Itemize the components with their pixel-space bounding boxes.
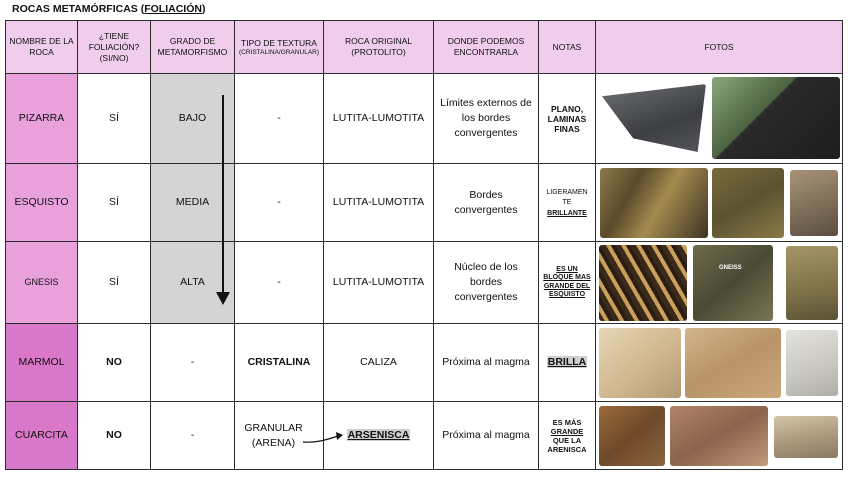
marble-photo-2 xyxy=(685,328,781,398)
row-grado: ALTA xyxy=(151,242,235,324)
quartzite-photo-2 xyxy=(670,406,768,466)
row-nota: ES MÁS GRANDE QUE LA ARENISCA xyxy=(539,402,596,470)
schist-photo-2 xyxy=(712,168,784,238)
row-textura: - xyxy=(235,242,324,324)
header-textura: TIPO DE TEXTURA (CRISTALINA/GRANULAR) xyxy=(235,21,324,74)
row-foliacion: SÍ xyxy=(78,74,151,164)
marble-photo-1 xyxy=(599,328,681,398)
table-row xyxy=(6,324,843,402)
gneiss-photo-1 xyxy=(599,245,687,321)
row-textura: - xyxy=(235,164,324,242)
row-roca: CALIZA xyxy=(324,324,434,402)
row-textura: - xyxy=(235,74,324,164)
row-nombre: ESQUISTO xyxy=(6,164,78,242)
row-photos xyxy=(596,74,843,164)
gneiss-photo-label: GNEISS xyxy=(719,265,742,271)
row-nombre: CUARCITA xyxy=(6,402,78,470)
row-foliacion: NO xyxy=(78,324,151,402)
schist-photo-1 xyxy=(600,168,708,238)
slate-photo-2 xyxy=(712,77,840,159)
row-foliacion: SÍ xyxy=(78,242,151,324)
row-nota: PLANO, LAMINAS FINAS xyxy=(539,74,596,164)
row-nombre: PIZARRA xyxy=(6,74,78,164)
slate-photo-1 xyxy=(602,84,706,152)
row-textura: CRISTALINA xyxy=(235,324,324,402)
row-foliacion: SÍ xyxy=(78,164,151,242)
header-notas: NOTAS xyxy=(539,21,596,74)
quartzite-photo-1 xyxy=(599,406,665,466)
header-roca: ROCA ORIGINAL (PROTOLITO) xyxy=(324,21,434,74)
header-grado: GRADO DE METAMORFISMO xyxy=(151,21,235,74)
row-donde: Próxima al magma xyxy=(434,324,539,402)
row-nota: ES UN BLOQUE MAS GRANDE DEL ESQUISTO xyxy=(539,242,596,324)
table-row xyxy=(6,164,843,242)
row-nombre: GNESIS xyxy=(6,242,78,324)
row-photos xyxy=(596,164,843,242)
marble-photo-3 xyxy=(786,330,838,396)
quartzite-photo-3 xyxy=(774,416,838,458)
schist-photo-3 xyxy=(790,170,838,236)
header-nombre: NOMBRE DE LA ROCA xyxy=(6,21,78,74)
row-grado: - xyxy=(151,402,235,470)
row-foliacion: NO xyxy=(78,402,151,470)
row-photos xyxy=(596,242,843,324)
gneiss-photo-3 xyxy=(786,246,838,320)
row-nota: LIGERAMEN TE BRILLANTE xyxy=(539,164,596,242)
row-roca: LUTITA-LUMOTITA xyxy=(324,164,434,242)
gneiss-photo-2 xyxy=(693,245,773,321)
row-donde: Límites externos de los bordes convergentes xyxy=(434,74,539,164)
header-row xyxy=(6,21,843,74)
row-donde: Núcleo de los bordes convergentes xyxy=(434,242,539,324)
row-textura: GRANULAR (ARENA) xyxy=(235,402,324,470)
row-grado: BAJO xyxy=(151,74,235,164)
header-foliacion: ¿TIENE FOLIACIÓN? (SI/NO) xyxy=(78,21,151,74)
row-roca: LUTITA-LUMOTITA xyxy=(324,242,434,324)
table-row xyxy=(6,402,843,470)
table-row xyxy=(6,74,843,164)
row-donde: Bordes convergentes xyxy=(434,164,539,242)
header-fotos: FOTOS xyxy=(596,21,843,74)
row-photos xyxy=(596,324,843,402)
rocks-table xyxy=(5,20,843,470)
row-grado: MEDIA xyxy=(151,164,235,242)
row-roca: ARSENISCA xyxy=(324,402,434,470)
row-donde: Próxima al magma xyxy=(434,402,539,470)
row-nombre: MARMOL xyxy=(6,324,78,402)
row-nota: BRILLA xyxy=(539,324,596,402)
row-roca: LUTITA-LUMOTITA xyxy=(324,74,434,164)
page-title: ROCAS METAMÓRFICAS (FOLIACIÓN) xyxy=(12,3,206,15)
table-row xyxy=(6,242,843,324)
row-photos xyxy=(596,402,843,470)
row-grado: - xyxy=(151,324,235,402)
header-donde: DONDE PODEMOS ENCONTRARLA xyxy=(434,21,539,74)
